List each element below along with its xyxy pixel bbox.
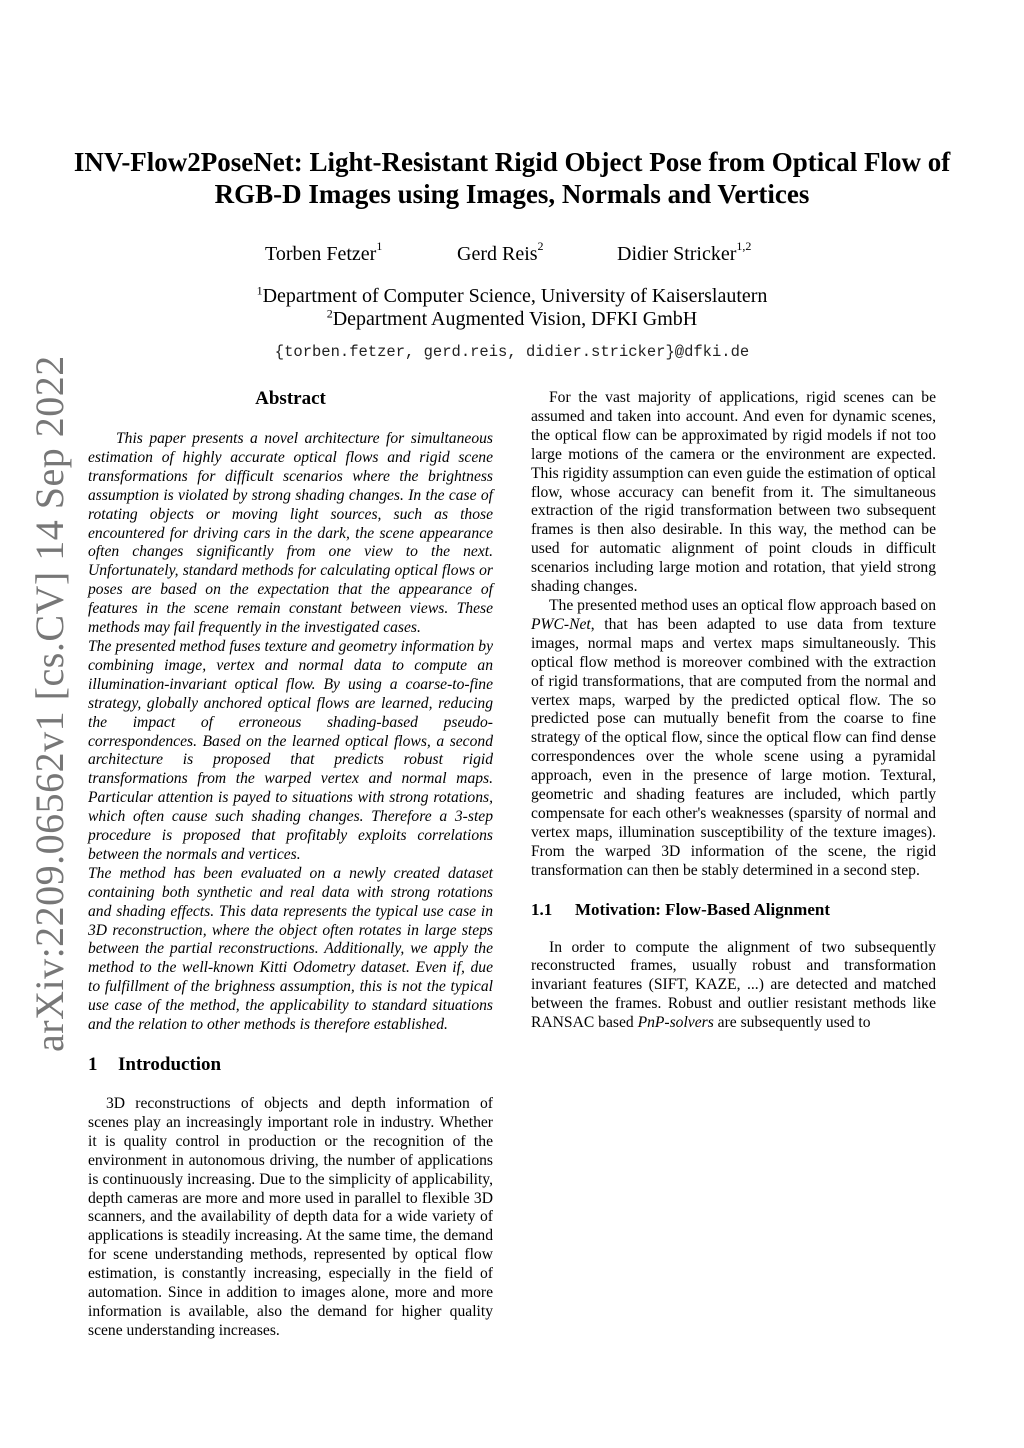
abstract-paragraph: This paper presents a novel architecture for simultaneous estimation of highly accurate optical flows and rigid scene transformations for difficult scenarios where the brightness assumption is violated by strong shading changes. In the case of rotating objects or moving light sources, such as those encountered for driving cars in the dark, the scene appearance often changes significantly from one view to the next. Unfortunately, standard methods for calculating optical flows or poses are based on the expectation that the appearance of features in the scene remain constant between views. These methods may fail frequently in the investigated cases.	[88, 430, 493, 637]
body-paragraph: For the vast majority of applications, rigid scenes can be assumed and taken into account. And even for dynamic scenes, the optical flow can be approximated by rigid models if not too large motions of the camera or the environment are expected. This rigidity assumption can even guide the estimation of optical flow, whose accuracy can benefit from it. The simultaneous extraction of the rigid transformation between two subsequent frames is then also desirable. In this way, the method can be used for automatic alignment of point clouds in difficult scenarios including large motion and rotation, that yield strong shading changes.	[531, 389, 936, 596]
author-emails[interactable]: {torben.fetzer, gerd.reis, didier.stricker}@dfki.de	[274, 343, 750, 361]
affiliation-2: $^2$Department Augmented Vision, DFKI GmbH	[326, 306, 698, 330]
author-3: Didier Stricker$^{1,2}$	[617, 239, 752, 265]
abstract-paragraph: The presented method fuses texture and geometry information by combining image, vertex and normal data to compute an illumination-invariant optical flow. By using a coarse-to-fine strategy, globally anchored optical flows are learned, reducing the impact of erroneous shading-based pseudo-correspondences. Based on the learned optical flows, a second architecture is proposed that predicts robust rigid transformations from the warped vertex and normal maps. Particular attention is payed to situations with strong rotations, which often cause such shading changes. Therefore a 3-step procedure is proposed that profitably exploits correlations between the normals and vertices.	[88, 637, 493, 863]
arxiv-identifier: arXiv:2209.06562v1 [cs.CV] 14 Sep 2022	[27, 355, 72, 1052]
abstract	[88, 387, 493, 1035]
author-1: Torben Fetzer$^1$	[265, 239, 383, 265]
body-paragraph: In order to compute the alignment of two subsequently reconstructed frames, usually robust and transformation invariant features (SIFT, KAZE, ...) are detected and matched between the frames. Robust and outlier resistant methods like RANSAC based PnP-solvers are subsequently used to	[531, 938, 936, 1032]
introduction-body	[88, 1095, 493, 1341]
right-column	[531, 389, 936, 1033]
subsection-heading-motivation: 1.1 Motivation: Flow-Based Alignment	[531, 899, 830, 919]
paper-title: INV-Flow2PoseNet: Light-Resistant Rigid Object Pose from Optical Flow of RGB-D Images using Images, Normals and Vertices	[73, 147, 951, 209]
author-list	[0, 239, 1024, 271]
introduction-body-cont	[531, 389, 936, 881]
affiliation-1: $^1$Department of Computer Science, University of Kaiserslautern	[256, 283, 768, 307]
left-column	[88, 387, 493, 1341]
body-paragraph: The presented method uses an optical flow approach based on PWC-Net, that has been adapted to use data from texture images, normal maps and vertex maps simultaneously. This optical flow method is moreover combined with the extraction of rigid transformations, that are computed from the normal and vertex maps, warped by the predicted optical flow. The so predicted pose can mutually benefit from the coarse to fine strategy of the optical flow, since the optical flow can find dense correspondences over the whole scene using a pyramidal approach, even in the presence of large motion. Textural, geometric and shading features are included, which partly compensate for each other's weaknesses (sparsity of normal and vertex maps, illumination susceptibility of the texture images). From the warped 3D information of the scene, the rigid transformation can then be stably determined in a second step.	[531, 596, 936, 879]
motivation-body	[531, 939, 936, 1034]
abstract-heading: Abstract	[255, 388, 326, 409]
author-2: Gerd Reis$^2$	[457, 239, 544, 265]
abstract-paragraph: The method has been evaluated on a newly created dataset containing both synthetic and real data with strong rotations and shading effects. This data represents the typical use case in 3D reconstruction, where the object often rotates in large steps between the partial reconstructions. Additionally, we apply the method to the well-known Kitti Odometry dataset. Even if, due to fulfillment of the brighness assumption, this is not the typical use case of the method, the applicability to standard situations and the relation to other methods is therefore established.	[88, 864, 493, 1034]
section-heading-introduction: 1 Introduction	[88, 1054, 222, 1075]
body-paragraph: 3D reconstructions of objects and depth information of scenes play an increasingly important role in industry. Whether it is quality control in production or the recognition of the environment in autonomous driving, the number of applications is continuously increasing. Due to the simplicity of applicability, depth cameras are more and more used in parallel to flexible 3D scanners, and the availability of depth data for a wide variety of applications is steadily increasing. At the same time, the demand for scene understanding methods, represented by optical flow estimation, is constantly increasing, especially in the field of automation. Since in addition to images alone, more and more information is available, also the demand for higher quality scene understanding increases.	[88, 1095, 493, 1339]
